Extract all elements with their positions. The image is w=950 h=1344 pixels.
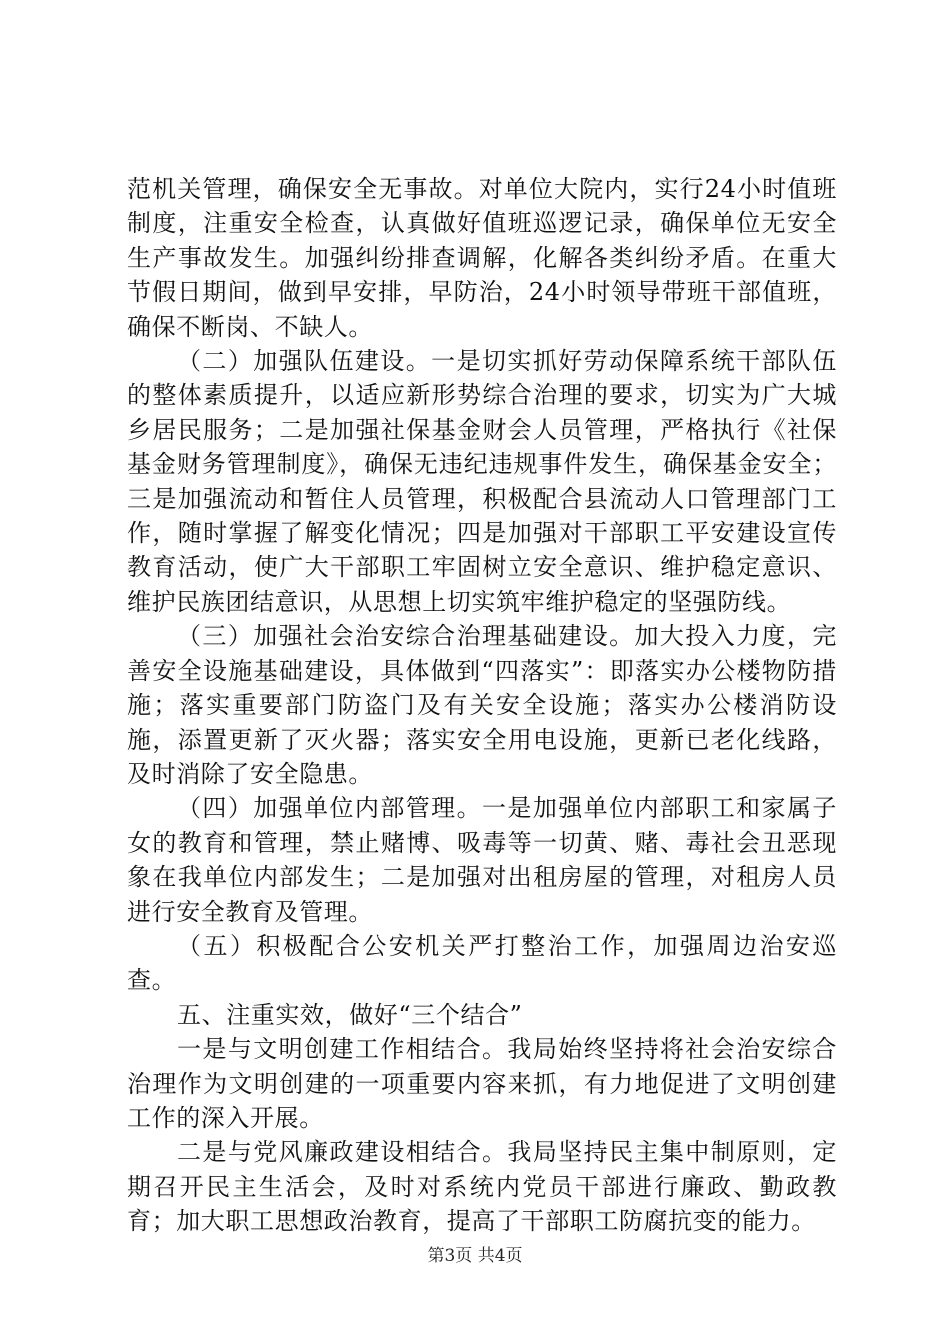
paragraph-police-cooperation: （五）积极配合公安机关严打整治工作，加强周边治安巡查。 bbox=[127, 931, 837, 995]
paragraph-team-building: （二）加强队伍建设。一是切实抓好劳动保障系统干部队伍的整体素质提升，以适应新形势综合治理的要求，切实为广大城乡居民服务；二是加强社保基金财会人员管理，严格执行《社保基金财务管理制度》，确保无违纪违规事件发生，确保基金安全；三是加强流动和暂住人员管理，积极配合县流动人口管理部门工作，随时掌握了解变化情况；四是加强对干部职工平安建设宣传教育活动，使广大干部职工牢固树立安全意识、维护稳定意识、维护民族团结意识，从思想上切实筑牢维护稳定的坚强防线。 bbox=[127, 347, 837, 616]
paragraph-continued: 范机关管理，确保安全无事故。对单位大院内，实行24小时值班制度，注重安全检查，认真做好值班巡逻记录，确保单位无安全生产事故发生。加强纠纷排查调解，化解各类纠纷矛盾。在重大节假日期间，做到早安排，早防治，24小时领导带班干部值班，确保不断岗、不缺人。 bbox=[127, 175, 837, 341]
document-body bbox=[127, 172, 837, 1239]
paragraph-infrastructure: （三）加强社会治安综合治理基础建设。加大投入力度，完善安全设施基础建设，具体做到“四落实”：即落实办公楼物防措施；落实重要部门防盗门及有关安全设施；落实办公楼消防设施，添置更新了灭火器；落实安全用电设施，更新已老化线路，及时消除了安全隐患。 bbox=[127, 622, 837, 788]
paragraph-party-integrity: 二是与党风廉政建设相结合。我局坚持民主集中制原则，定期召开民主生活会，及时对系统内党员干部进行廉政、勤政教育；加大职工思想政治教育，提高了干部职工防腐抗变的能力。 bbox=[127, 1138, 837, 1236]
section-heading-three-combinations: 五、注重实效，做好“三个结合” bbox=[177, 1000, 523, 1029]
paragraph-internal-management: （四）加强单位内部管理。一是加强单位内部职工和家属子女的教育和管理，禁止赌博、吸毒等一切黄、赌、毒社会丑恶现象在我单位内部发生；二是加强对出租房屋的管理，对租房人员进行安全教育及管理。 bbox=[127, 794, 837, 926]
page-number-footer: 第3页 共4页 bbox=[427, 1246, 523, 1266]
paragraph-civilization-building: 一是与文明创建工作相结合。我局始终坚持将社会治安综合治理作为文明创建的一项重要内容来抓，有力地促进了文明创建工作的深入开展。 bbox=[127, 1035, 837, 1132]
